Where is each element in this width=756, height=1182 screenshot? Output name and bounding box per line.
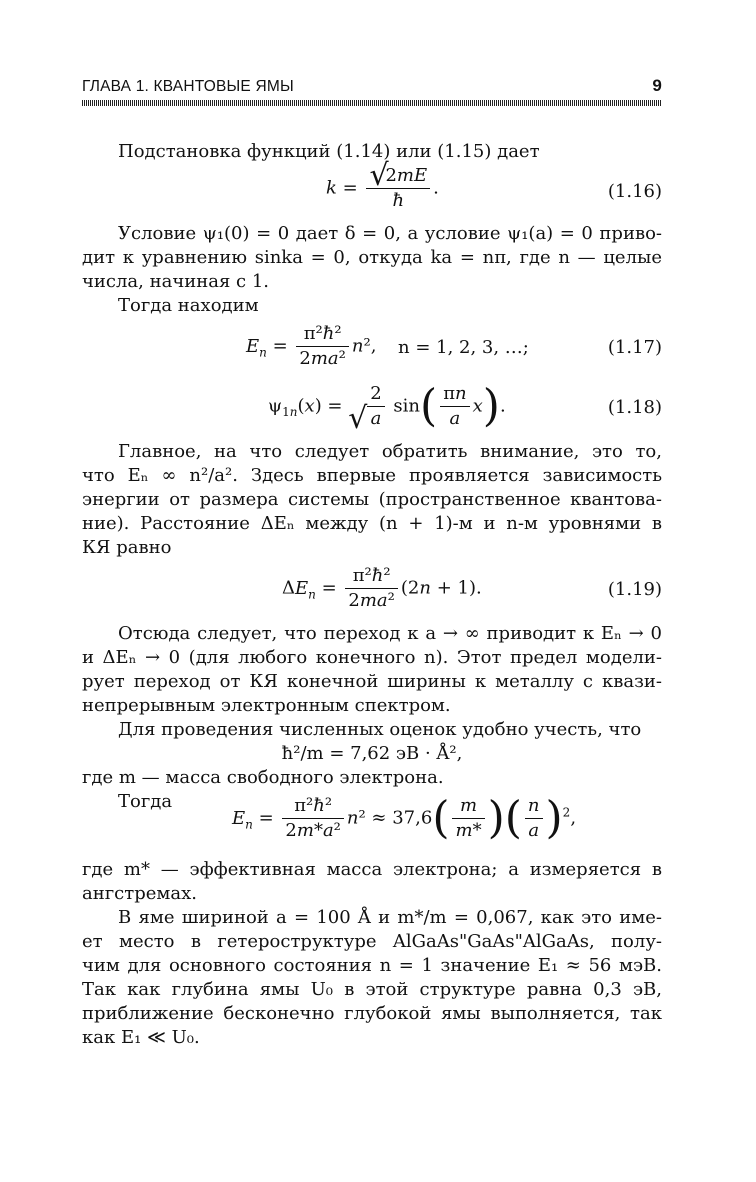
estimate-approx: ≈ 37,6 — [371, 807, 433, 829]
eq-1-19-formula: $\Delta E_n$ = $\frac{\text{π²ħ²}}{\text{2ma²}}$ (2n + 1). — [282, 565, 482, 611]
para2-line: ние). Расстояние ΔEₙ между (n + 1)-м и n-м уровнями в — [82, 513, 662, 534]
para7-line: приближение бесконечно глубокой ямы выполняется, так — [82, 1003, 662, 1024]
para6-line: где m* — эффективная масса электрона; a измеряется в — [82, 859, 662, 880]
paragraph-2 — [82, 440, 662, 560]
para1-line: числа, начиная с 1. — [82, 271, 269, 292]
para2-line: Главное, на что следует обратить внимание, это то, — [118, 441, 662, 462]
eq-1-17-number: (1.17) — [607, 337, 662, 358]
para6-line: ангстремах. — [82, 883, 197, 904]
eq-1-19-number: (1.19) — [607, 579, 662, 600]
para4-line: Для проведения численных оценок удобно учесть, что — [118, 719, 642, 740]
page-body — [82, 140, 662, 1050]
estimate-equation — [82, 794, 662, 844]
eq-1-18-formula: $\psi_{1n}(x)$ = √ $\frac{2}{a}$ sin( $\frac{\pi n}{a}$ x). — [268, 382, 506, 431]
intro-line: Подстановка функций (1.14) или (1.15) дает — [118, 141, 540, 162]
chapter-title: ГЛАВА 1. КВАНТОВЫЕ ЯМЫ — [82, 78, 294, 95]
para3-line: непрерывным электронным спектром. — [82, 695, 451, 716]
equation-1-18 — [82, 378, 662, 440]
para2-line: энергии от размера системы (пространственное квантова- — [82, 489, 662, 510]
page-number: 9 — [652, 76, 662, 95]
para7-line: чим для основного состояния n = 1 значение E₁ ≈ 56 мэВ. — [82, 955, 662, 976]
para7-line: В яме шириной a = 100 Å и m*/m = 0,067, как это име- — [118, 907, 662, 928]
para2-line: КЯ равно — [82, 537, 172, 558]
eq-1-16-formula: k = √ $\frac{2mE}{ħ}$ . — [326, 164, 439, 213]
para1-line: дит к уравнению sinka = 0, откуда ka = nπ, где n — целые — [82, 247, 662, 268]
para7-line: ет место в гетероструктуре AlGaAs"GaAs"AlGaAs, полу- — [82, 931, 662, 952]
running-header — [82, 78, 662, 100]
para1-line: Условие ψ₁(0) = 0 дает δ = 0, а условие ψ₁(a) = 0 приво- — [118, 223, 662, 244]
para3-line: рует переход от КЯ конечной ширины к металлу с квази- — [82, 671, 662, 692]
para3-line: Отсюда следует, что переход к a → ∞ приводит к Eₙ → 0 — [118, 623, 662, 644]
equation-1-16 — [82, 164, 662, 222]
paragraph-7 — [82, 906, 662, 1050]
eq-1-17-range: n = 1, 2, 3, …; — [398, 337, 529, 358]
para7-line: как E₁ ≪ U₀. — [82, 1027, 200, 1048]
eq-1-18-number: (1.18) — [607, 397, 662, 418]
then2-line: Тогда — [118, 791, 173, 812]
equation-1-17 — [82, 318, 662, 378]
paragraph-3 — [82, 622, 662, 718]
paragraph-1 — [82, 222, 662, 294]
equation-1-19 — [82, 560, 662, 622]
para3-line: и ΔEₙ → 0 (для любого конечного n). Этот предел модели- — [82, 647, 662, 668]
para2-line: что Eₙ ∞ n²/a². Здесь впервые проявляется зависимость — [82, 465, 662, 486]
para7-line: Так как глубина ямы U₀ в этой структуре равна 0,3 эВ, — [82, 979, 662, 1000]
estimate-formula: $E_n$ = $\frac{\text{π²ħ²}}{\text{2m*a²}}$ n² ≈ 37,6( $\frac{m}{m*}$ )( $\frac{n}{a}$ )$^2$, — [232, 792, 577, 844]
para5-line: где m — масса свободного электрона. — [82, 767, 444, 788]
hbar-equation: ħ²/m = 7,62 эВ · Å², — [281, 743, 463, 764]
header-rule — [82, 100, 662, 106]
eq-1-16-number: (1.16) — [607, 181, 662, 202]
then-line: Тогда находим — [118, 295, 259, 316]
eq-1-17-formula: $E_n$ = $\frac{\text{π²ħ²}}{\text{2ma²}}$ n², — [246, 323, 377, 369]
paragraph-6 — [82, 858, 662, 906]
